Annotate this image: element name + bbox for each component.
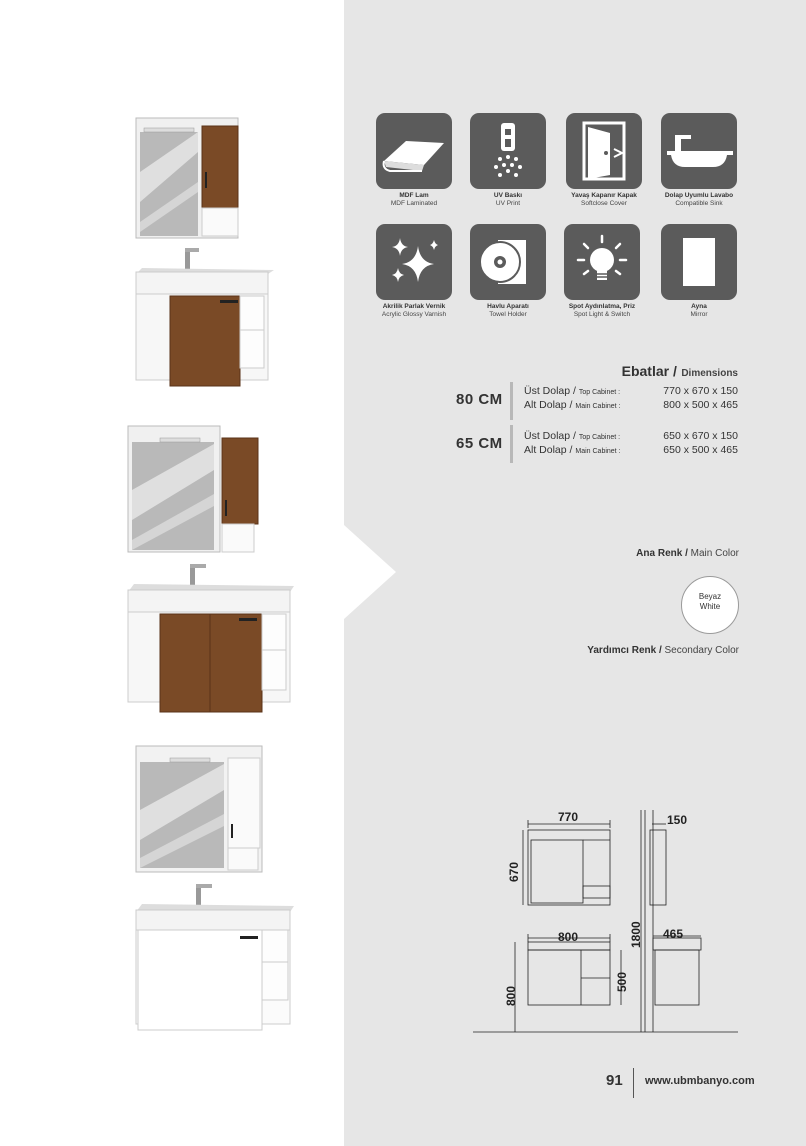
dim-value: 650 x 500 x 465: [663, 444, 738, 456]
feature-label-en: Mirror: [690, 311, 708, 318]
dim-label-tr: Üst Dolap /: [524, 430, 576, 442]
feature-label-en: Softclose Cover: [581, 200, 627, 207]
secondary-color-heading: [587, 645, 739, 656]
feature-compatible-sink: [660, 113, 738, 208]
footer-divider: [633, 1068, 634, 1098]
page-number: 91: [606, 1072, 623, 1089]
mirror-icon: [661, 224, 737, 300]
uv-print-icon: [470, 113, 546, 189]
feature-label-en: Spot Light & Switch: [573, 311, 631, 318]
dimensions-title-tr: Ebatlar /: [621, 363, 677, 379]
dim-height-top: 670: [507, 861, 521, 882]
size-label-80: 80 CM: [456, 391, 503, 408]
dim-depth-top: 150: [667, 813, 688, 827]
dim-value: 800 x 500 x 465: [663, 399, 738, 411]
feature-softclose-cover: [565, 113, 643, 208]
secondary-color-tr: Yardımcı Renk /: [587, 645, 662, 656]
sparkles-icon: [376, 224, 452, 300]
secondary-color-en: Secondary Color: [664, 645, 739, 656]
size-label-65: 65 CM: [456, 435, 503, 452]
feature-label-tr: Akrilik Parlak Vernik: [382, 303, 446, 310]
softclose-door-icon: [566, 113, 642, 189]
dim-value: 770 x 670 x 150: [663, 385, 738, 397]
dimensions-title-en: Dimensions: [681, 368, 738, 379]
towel-roll-icon: [470, 224, 546, 300]
feature-label-en: UV Print: [495, 200, 521, 207]
size-divider: [510, 425, 513, 463]
feature-uv-print: [469, 113, 547, 208]
dim-label-en: Main Cabinet :: [575, 403, 621, 410]
dim-row-top-80: [524, 385, 738, 399]
dim-row-top-65: [524, 430, 738, 444]
dim-value: 650 x 670 x 150: [663, 430, 738, 442]
mdf-sheet-icon: [376, 113, 452, 189]
feature-acrylic-glossy-varnish: [375, 224, 453, 319]
main-color-heading: [636, 548, 739, 559]
product-variant-65cm-wood: [124, 420, 296, 720]
dim-label-tr: Üst Dolap /: [524, 385, 576, 397]
feature-label-tr: Yavaş Kapanır Kapak: [571, 192, 637, 199]
dim-total-height: 1800: [629, 921, 643, 948]
dim-label-tr: Alt Dolap /: [524, 399, 573, 411]
dim-label-en: Main Cabinet :: [575, 448, 621, 455]
light-bulb-icon: [564, 224, 640, 300]
website-link[interactable]: www.ubmbanyo.com: [645, 1075, 755, 1087]
dim-row-main-80: [524, 399, 738, 413]
main-color-tr: Ana Renk /: [636, 548, 688, 559]
product-variant-80cm-wood: [130, 112, 280, 392]
color-swatch-white: [681, 576, 739, 634]
panel-arrow-notch: [344, 525, 396, 619]
technical-drawing: [473, 800, 743, 1040]
feature-label-tr: Dolap Uyumlu Lavabo: [664, 192, 734, 199]
swatch-label-tr: Beyaz: [698, 592, 722, 601]
product-variant-white: [130, 740, 296, 1032]
feature-label-tr: Spot Aydınlatma, Priz: [568, 303, 636, 310]
feature-label-tr: Ayna: [691, 303, 707, 310]
dim-width-main: 800: [558, 930, 579, 944]
dimensions-title: [560, 363, 738, 381]
main-color-en: Main Color: [690, 548, 739, 559]
dim-label-en: Top Cabinet :: [578, 389, 621, 396]
dim-label-en: Top Cabinet :: [578, 434, 621, 441]
swatch-label-en: White: [699, 602, 721, 611]
sink-faucet-icon: [661, 113, 737, 189]
feature-label-en: MDF Laminated: [390, 200, 438, 207]
dim-height-main: 500: [615, 971, 629, 992]
feature-label-tr: Havlu Aparatı: [487, 303, 529, 310]
dim-floor-height: 800: [504, 985, 518, 1006]
feature-mdf-laminated: [375, 113, 453, 208]
feature-label-tr: UV Baskı: [493, 192, 523, 199]
dim-row-main-65: [524, 444, 738, 458]
feature-label-en: Towel Holder: [489, 311, 527, 318]
feature-label-en: Acrylic Glossy Varnish: [381, 311, 447, 318]
dim-width-top: 770: [558, 810, 579, 824]
feature-mirror: [660, 224, 738, 319]
dim-depth-main: 465: [663, 927, 684, 941]
feature-towel-holder: [469, 224, 547, 319]
dim-label-tr: Alt Dolap /: [524, 444, 573, 456]
feature-spot-light-switch: [563, 224, 641, 319]
feature-label-tr: MDF Lam: [399, 192, 429, 199]
size-divider: [510, 382, 513, 420]
feature-label-en: Compatible Sink: [675, 200, 723, 207]
